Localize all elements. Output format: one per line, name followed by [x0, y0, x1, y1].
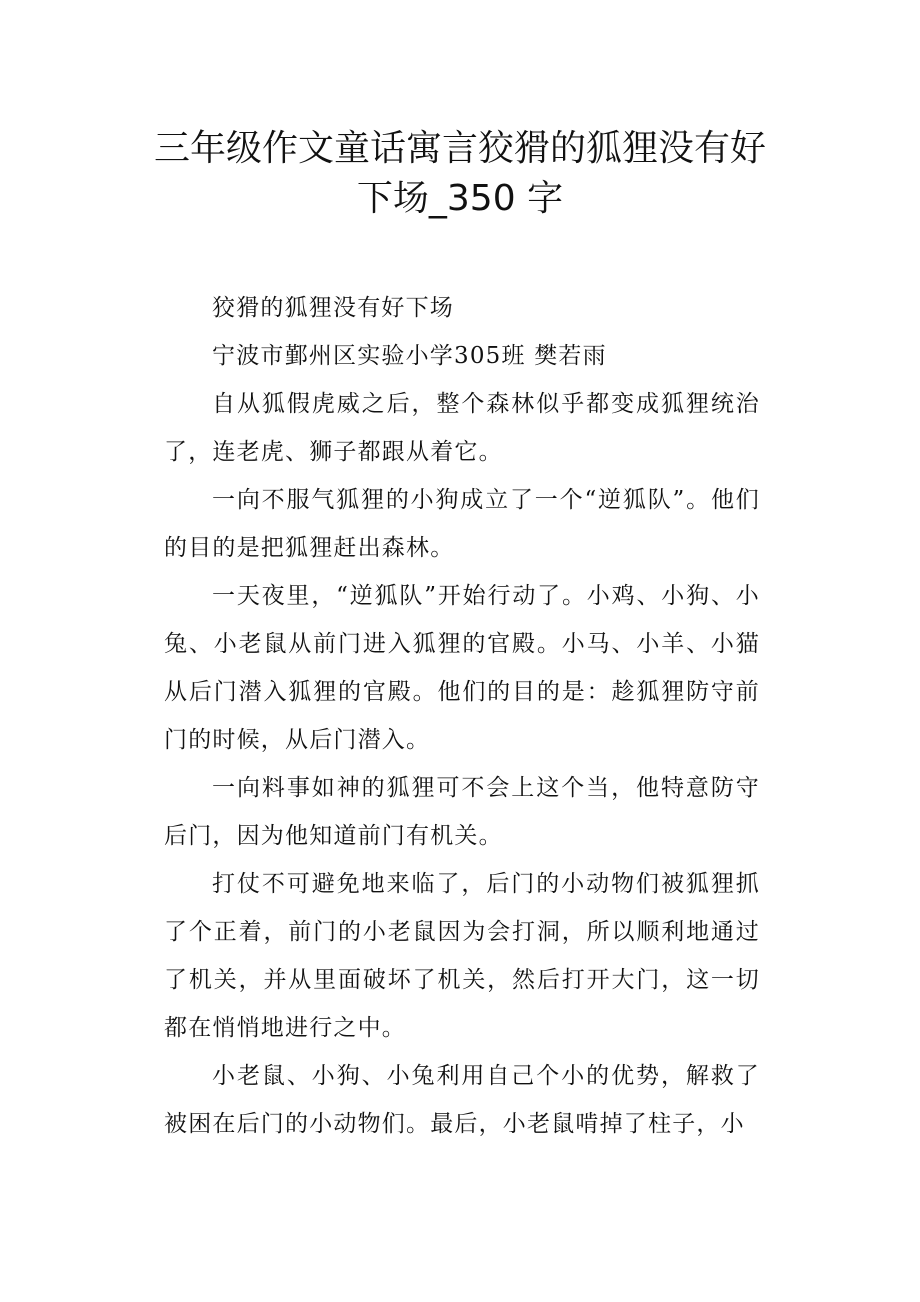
paragraph: 一向料事如神的狐狸可不会上这个当，他特意防守后门，因为他知道前门有机关。: [164, 775, 760, 849]
paragraph: 小老鼠、小狗、小兔利用自己个小的优势，解救了被困在后门的小动物们。最后，小老鼠啃掉了柱子，小: [164, 1063, 760, 1137]
paragraph: 一向不服气狐狸的小狗成立了一个“逆狐队”。他们的目的是把狐狸赶出森林。: [164, 487, 760, 561]
title-line-2: 下场_350 字: [356, 178, 564, 219]
paragraph: 打仗不可避免地来临了，后门的小动物们被狐狸抓了个正着，前门的小老鼠因为会打洞，所以顺利地通过了机关，并从里面破坏了机关，然后打开大门，这一切都在悄悄地进行之中。: [164, 871, 760, 1041]
title-line-1: 三年级作文童话寓言狡猾的狐狸没有好: [153, 128, 766, 169]
paragraph-subtitle: 狡猾的狐狸没有好下场: [212, 295, 454, 321]
document-title: [140, 124, 780, 224]
paragraph: 一天夜里，“逆狐队”开始行动了。小鸡、小狗、小兔、小老鼠从前门进入狐狸的官殿。小马、小羊、小猫从后门潜入狐狸的官殿。他们的目的是：趁狐狸防守前门的时候，从后门潜入。: [164, 583, 760, 753]
paragraph: 自从狐假虎威之后，整个森林似乎都变成狐狸统治了，连老虎、狮子都跟从着它。: [164, 391, 760, 465]
paragraph-author: 宁波市鄞州区实验小学305班 樊若雨: [212, 343, 607, 369]
document-body: [164, 284, 760, 1148]
